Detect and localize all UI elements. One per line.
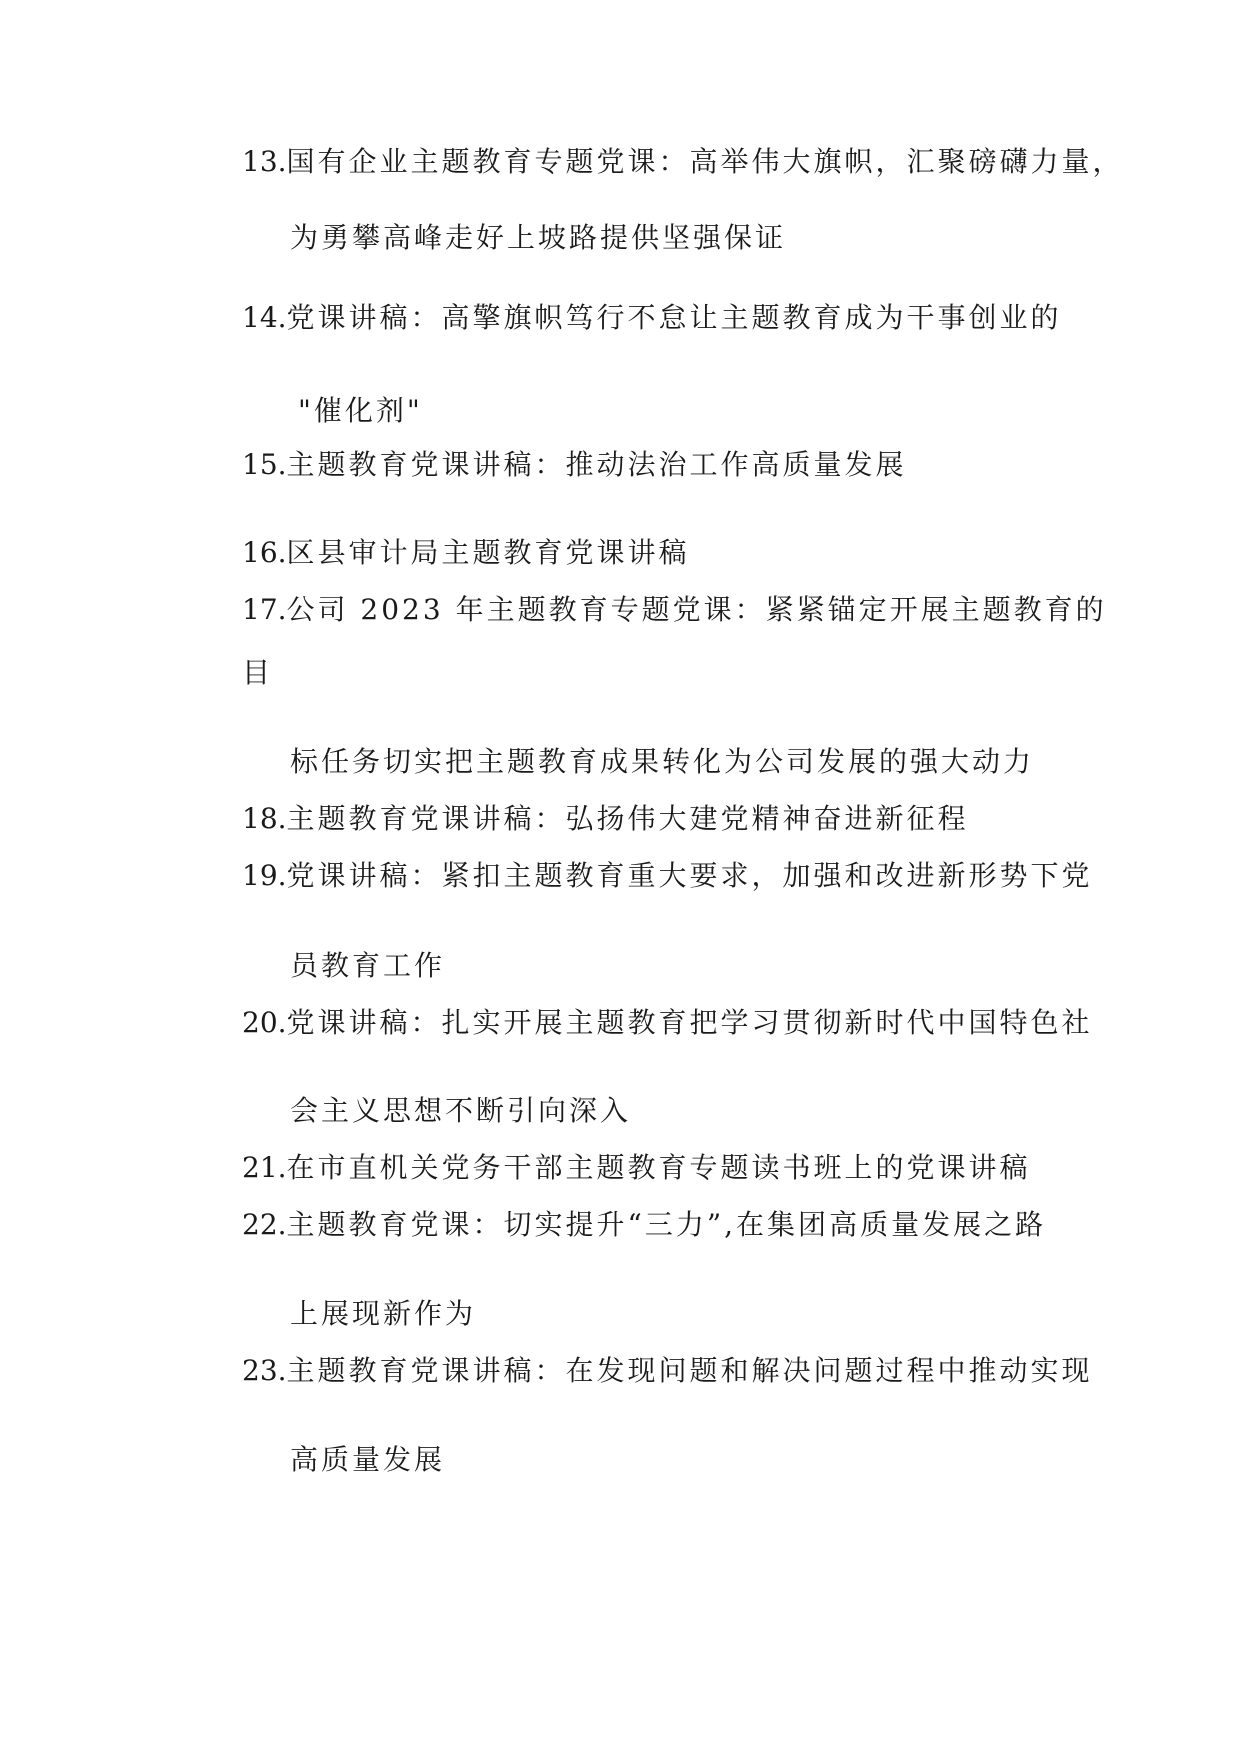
item-number: 14.: [242, 301, 287, 334]
list-item: [242, 1150, 1031, 1186]
list-item: [242, 1207, 1046, 1243]
item-text: 党课讲稿：紧扣主题教育重大要求，加强和改进新形势下党: [286, 859, 1093, 892]
item-text: 高质量发展: [290, 1443, 446, 1476]
item-text: 党课讲稿：高擎旗帜笃行不怠让主题教育成为干事创业的: [286, 301, 1062, 334]
list-item: [242, 447, 907, 483]
list-item: [242, 801, 969, 837]
list-item-continuation: [290, 1296, 476, 1332]
list-item: [242, 1005, 1093, 1041]
item-number: 20.: [242, 1006, 287, 1039]
item-number: 13.: [242, 145, 287, 178]
list-item: [242, 858, 1093, 894]
item-text: 上展现新作为: [290, 1297, 477, 1330]
list-item-continuation: [298, 393, 423, 429]
list-item: [242, 535, 690, 571]
item-text: 党课讲稿：扎实开展主题教育把学习贯彻新时代中国特色社: [286, 1006, 1093, 1039]
item-number: 19.: [242, 859, 287, 892]
item-text: 公司 2023 年主题教育专题党课：紧紧锚定开展主题教育的: [286, 593, 1107, 626]
item-text: 标任务切实把主题教育成果转化为公司发展的强大动力: [290, 745, 1035, 778]
list-item-continuation: [290, 220, 786, 256]
item-number: 16.: [242, 536, 287, 569]
item-number: 15.: [242, 448, 287, 481]
item-text: 主题教育党课讲稿：弘扬伟大建党精神奋进新征程: [286, 802, 969, 835]
list-item-continuation: [290, 744, 1034, 780]
item-text: 主题教育党课讲稿：在发现问题和解决问题过程中推动实现: [286, 1354, 1093, 1387]
item-text: 会主义思想不断引向深入: [290, 1094, 632, 1127]
item-text: 目: [242, 656, 274, 689]
list-item: [242, 300, 1062, 336]
item-text: 在市直机关党务干部主题教育专题读书班上的党课讲稿: [286, 1151, 1031, 1184]
item-text: 国有企业主题教育专题党课：高举伟大旗帜，汇聚磅礴力量，: [286, 145, 1124, 178]
item-number: 22.: [242, 1208, 287, 1241]
item-text: 区县审计局主题教育党课讲稿: [286, 536, 690, 569]
list-item: [242, 1353, 1093, 1389]
item-number: 17.: [242, 593, 287, 626]
item-text: 主题教育党课：切实提升“三力”,在集团高质量发展之路: [286, 1208, 1047, 1241]
list-item: [242, 592, 1107, 628]
list-item-continuation: [242, 655, 273, 691]
item-text: 主题教育党课讲稿：推动法治工作高质量发展: [286, 448, 907, 481]
list-item-continuation: [290, 948, 445, 984]
item-text: "催化剂": [298, 394, 423, 427]
item-number: 23.: [242, 1354, 287, 1387]
item-number: 18.: [242, 802, 287, 835]
list-item-continuation: [290, 1442, 445, 1478]
item-number: 21.: [242, 1151, 287, 1184]
list-item-continuation: [290, 1093, 631, 1129]
item-text: 员教育工作: [290, 949, 446, 982]
list-item: [242, 144, 1124, 180]
item-text: 为勇攀高峰走好上坡路提供坚强保证: [290, 221, 787, 254]
